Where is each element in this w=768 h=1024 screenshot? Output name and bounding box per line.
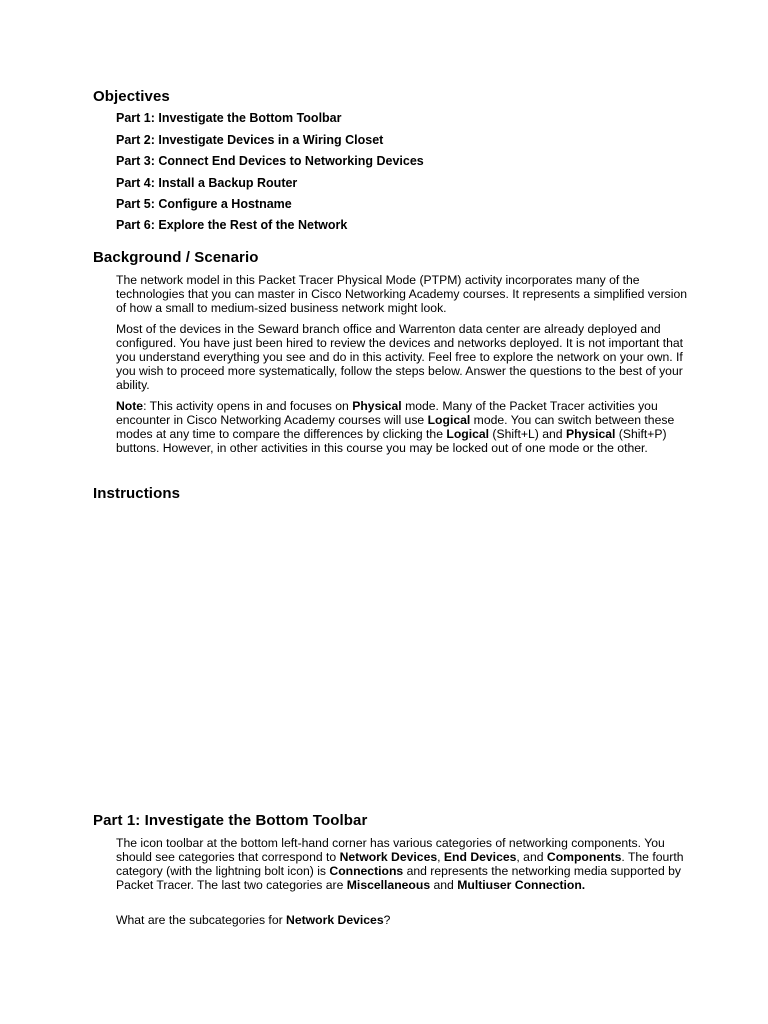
note-label: Note	[116, 399, 144, 413]
part1-text: , and	[516, 850, 547, 864]
background-paragraph-1: The network model in this Packet Tracer Physical Mode (PTPM) activity incorporates many of the technologies that you can master in Cisco Networking Academy courses. It represents a simplified version of how a small to medium-sized business network might look.	[116, 273, 688, 315]
bold-components: Components	[546, 850, 622, 864]
blank-area	[93, 512, 693, 802]
part1-text: ,	[437, 850, 444, 864]
part1-text: . The fourth category (with the lightning bolt icon) is	[116, 850, 684, 878]
note-paragraph	[116, 399, 688, 455]
bold-network-devices: Network Devices	[339, 850, 438, 864]
background-paragraph-2: Most of the devices in the Seward branch office and Warrenton data center are already deployed and configured. You have just been hired to review the devices and networks deployed. It is not important that you understand everything you see and do in this activity. Feel free to explore the network on your own. If you wish to proceed more systematically, follow the steps below. Answer the questions to the best of your ability.	[116, 322, 684, 392]
bold-multiuser-connection: Multiuser Connection.	[457, 878, 586, 892]
objective-item: Part 2: Investigate Devices in a Wiring Closet	[116, 133, 384, 147]
note-text: (Shift+L) and	[489, 427, 566, 441]
part1-heading: Part 1: Investigate the Bottom Toolbar	[93, 812, 368, 829]
note-text: : This activity opens in and focuses on	[143, 399, 353, 413]
background-heading: Background / Scenario	[93, 249, 259, 266]
instructions-heading: Instructions	[93, 485, 181, 502]
objective-item: Part 4: Install a Backup Router	[116, 176, 298, 190]
question-text: What are the subcategories for	[116, 913, 287, 927]
note-bold-physical: Physical	[565, 427, 616, 441]
objectives-heading: Objectives	[93, 88, 170, 105]
note-text: mode. Many of the Packet Tracer activities you encounter in Cisco Networking Academy courses will use	[116, 399, 658, 427]
objective-item: Part 5: Configure a Hostname	[116, 197, 292, 211]
part1-paragraph	[116, 836, 688, 892]
question-text: ?	[383, 913, 391, 927]
part1-question	[116, 913, 688, 927]
objective-item: Part 1: Investigate the Bottom Toolbar	[116, 111, 342, 125]
objective-item: Part 3: Connect End Devices to Networking Devices	[116, 154, 424, 168]
part1-text: The icon toolbar at the bottom left-hand corner has various categories of networking components. You should see categories that correspond to	[116, 836, 665, 864]
note-bold-logical: Logical	[446, 427, 490, 441]
note-text: (Shift+P) buttons. However, in other activities in this course you may be locked out of one mode or the other.	[116, 427, 667, 455]
part1-text: and represents the networking media supported by Packet Tracer. The last two categories are	[116, 864, 681, 892]
bold-network-devices: Network Devices	[286, 913, 384, 927]
bold-connections: Connections	[329, 864, 404, 878]
objective-item: Part 6: Explore the Rest of the Network	[116, 218, 348, 232]
note-text: mode. You can switch between these modes at any time to compare the differences by clicking the	[116, 413, 675, 441]
bold-end-devices: End Devices	[443, 850, 517, 864]
note-bold-logical: Logical	[427, 413, 471, 427]
part1-text: and	[430, 878, 458, 892]
note-bold-physical: Physical	[352, 399, 402, 413]
bold-miscellaneous: Miscellaneous	[346, 878, 431, 892]
